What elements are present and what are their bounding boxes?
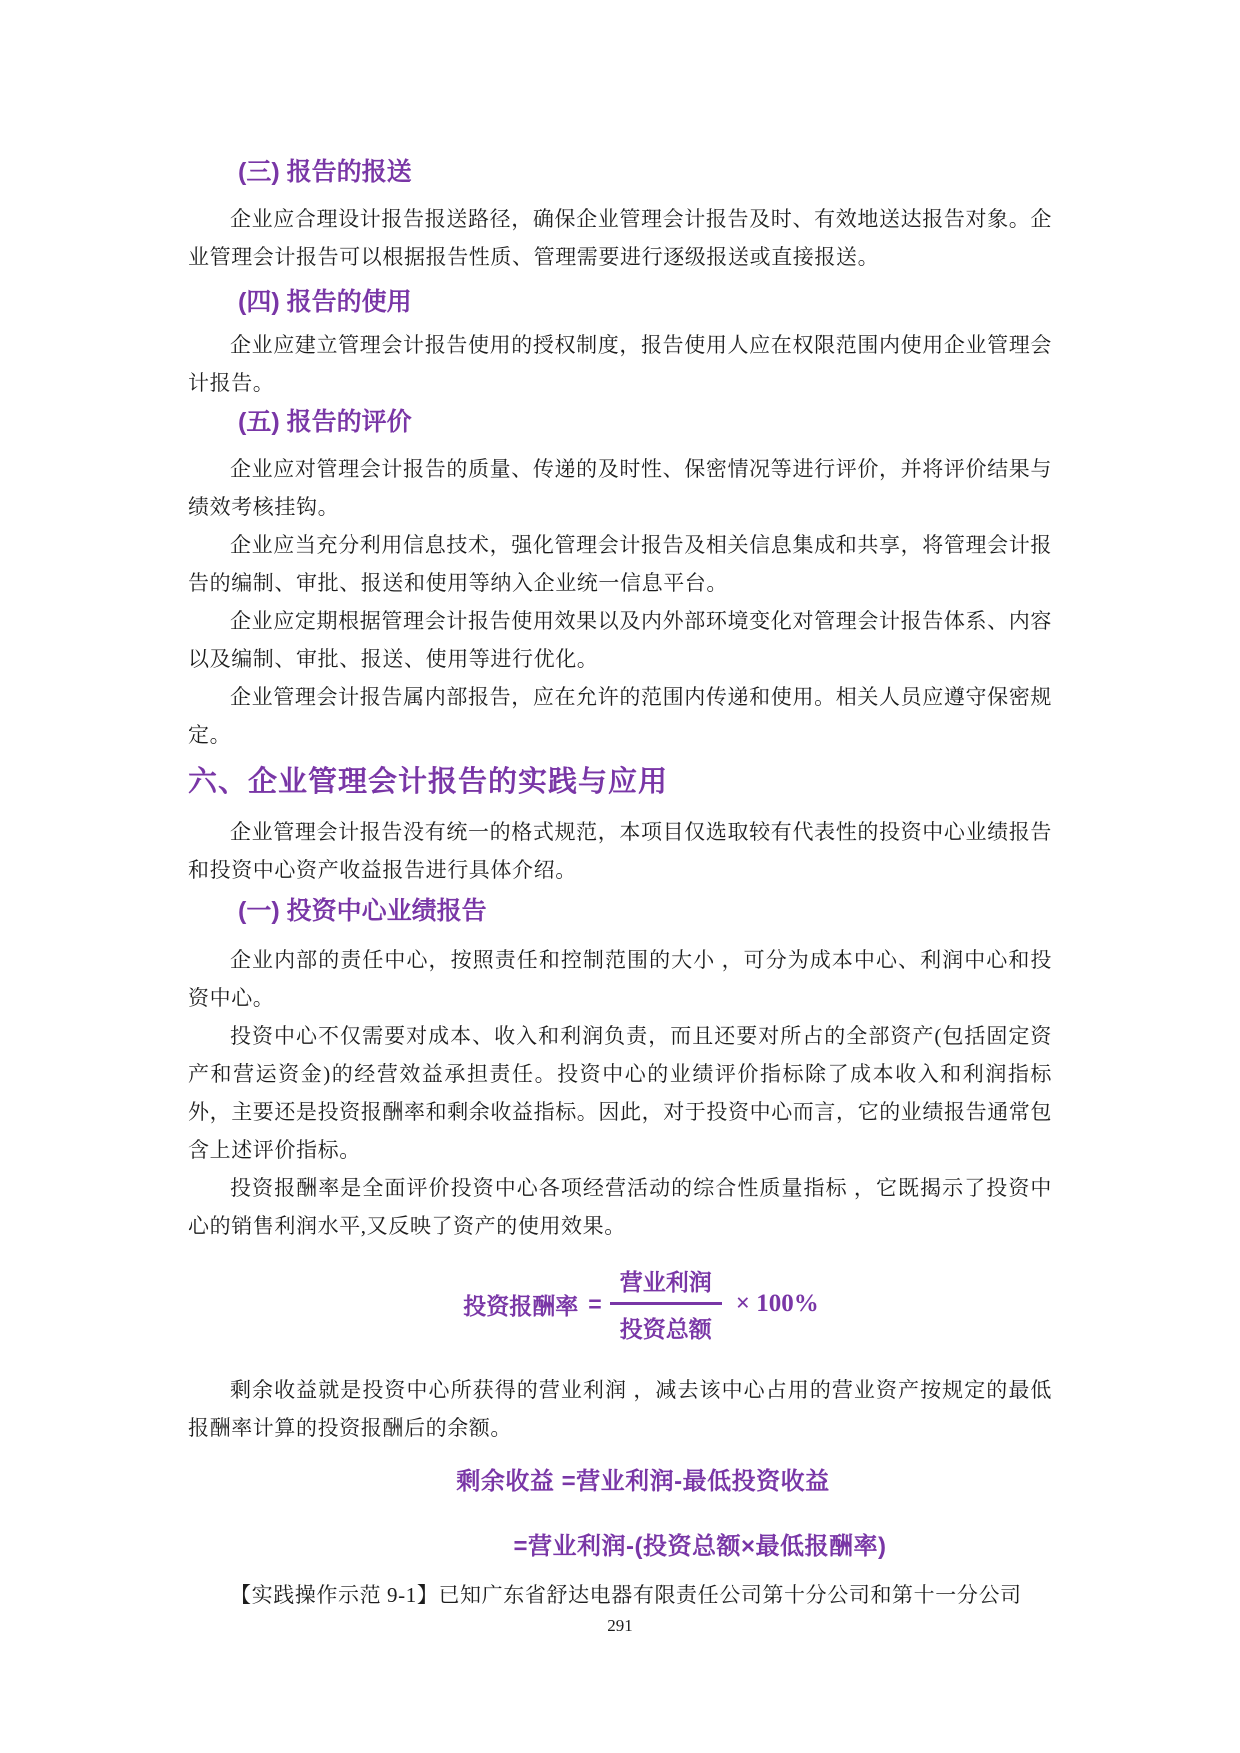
formula-roi-lhs: 投资报酬率 [463,1292,579,1319]
formula-roi-denominator: 投资总额 [619,1316,712,1342]
formula-roi-equals: = [588,1290,602,1317]
formula-residual-income-1: 剩余收益 =营业利润-最低投资收益 [456,1468,830,1495]
paragraph-practice-example: 【实践操作示范 9-1】已知广东省舒达电器有限责任公司第十分公司和第十一分公司 [230,1583,1022,1607]
heading-report-submission: (三) 报告的报送 [238,158,412,186]
paragraph-roi-description: 投资报酬率是全面评价投资中心各项经营活动的综合性质量指标 ，它既揭示了投资中心的销售利润水平,又反映了资产的使用效果。 [188,1176,1052,1238]
formula-roi [209,1264,1073,1344]
paragraph-report-usage: 企业应建立管理会计报告使用的授权制度，报告使用人应在权限范围内使用企业管理会计报告。 [188,333,1052,395]
heading-report-usage: (四) 报告的使用 [238,288,412,316]
formula-roi-numerator: 营业利润 [610,1264,722,1305]
page-number: 291 [607,1616,633,1635]
heading-investment-center-performance-report: (一) 投资中心业绩报告 [238,897,487,925]
paragraph-report-evaluation-3: 企业应定期根据管理会计报告使用效果以及内外部环境变化对管理会计报告体系、内容以及编制、审批、报送、使用等进行优化。 [188,609,1052,671]
paragraph-residual-income-description: 剩余收益就是投资中心所获得的营业利润 ，减去该中心占用的营业资产按规定的最低报酬率计算的投资报酬后的余额。 [188,1378,1052,1440]
paragraph-practice-intro: 企业管理会计报告没有统一的格式规范，本项目仅选取较有代表性的投资中心业绩报告和投资中心资产收益报告进行具体介绍。 [188,820,1052,882]
formula-roi-fraction [610,1264,722,1344]
paragraph-report-submission: 企业应合理设计报告报送路径，确保企业管理会计报告及时、有效地送达报告对象。企业管理会计报告可以根据报告性质、管理需要进行逐级报送或直接报送。 [188,207,1052,269]
paragraph-responsibility-centers: 企业内部的责任中心，按照责任和控制范围的大小 ，可分为成本中心、利润中心和投资中心。 [188,948,1052,1010]
paragraph-report-evaluation-4: 企业管理会计报告属内部报告，应在允许的范围内传递和使用。相关人员应遵守保密规定。 [188,685,1052,747]
paragraph-investment-center-duties: 投资中心不仅需要对成本、收入和利润负责，而且还要对所占的全部资产(包括固定资产和营运资金)的经营效益承担责任。投资中心的业绩评价指标除了成本收入和利润指标外，主要还是投资报酬率和剩余收益指标。因此，对于投资中心而言，它的业绩报告通常包含上述评价指标。 [188,1024,1052,1162]
paragraph-report-evaluation-2: 企业应当充分利用信息技术，强化管理会计报告及相关信息集成和共享，将管理会计报告的编制、审批、报送和使用等纳入企业统一信息平台。 [188,533,1052,595]
paragraph-report-evaluation-1: 企业应对管理会计报告的质量、传递的及时性、保密情况等进行评价，并将评价结果与绩效考核挂钩。 [188,457,1052,519]
formula-residual-income-2: =营业利润-(投资总额×最低报酬率) [513,1533,887,1560]
heading-report-evaluation: (五) 报告的评价 [238,408,412,436]
chapter-heading-practice-application: 六、企业管理会计报告的实践与应用 [188,766,669,798]
formula-roi-multiplier: × 100% [735,1290,819,1317]
